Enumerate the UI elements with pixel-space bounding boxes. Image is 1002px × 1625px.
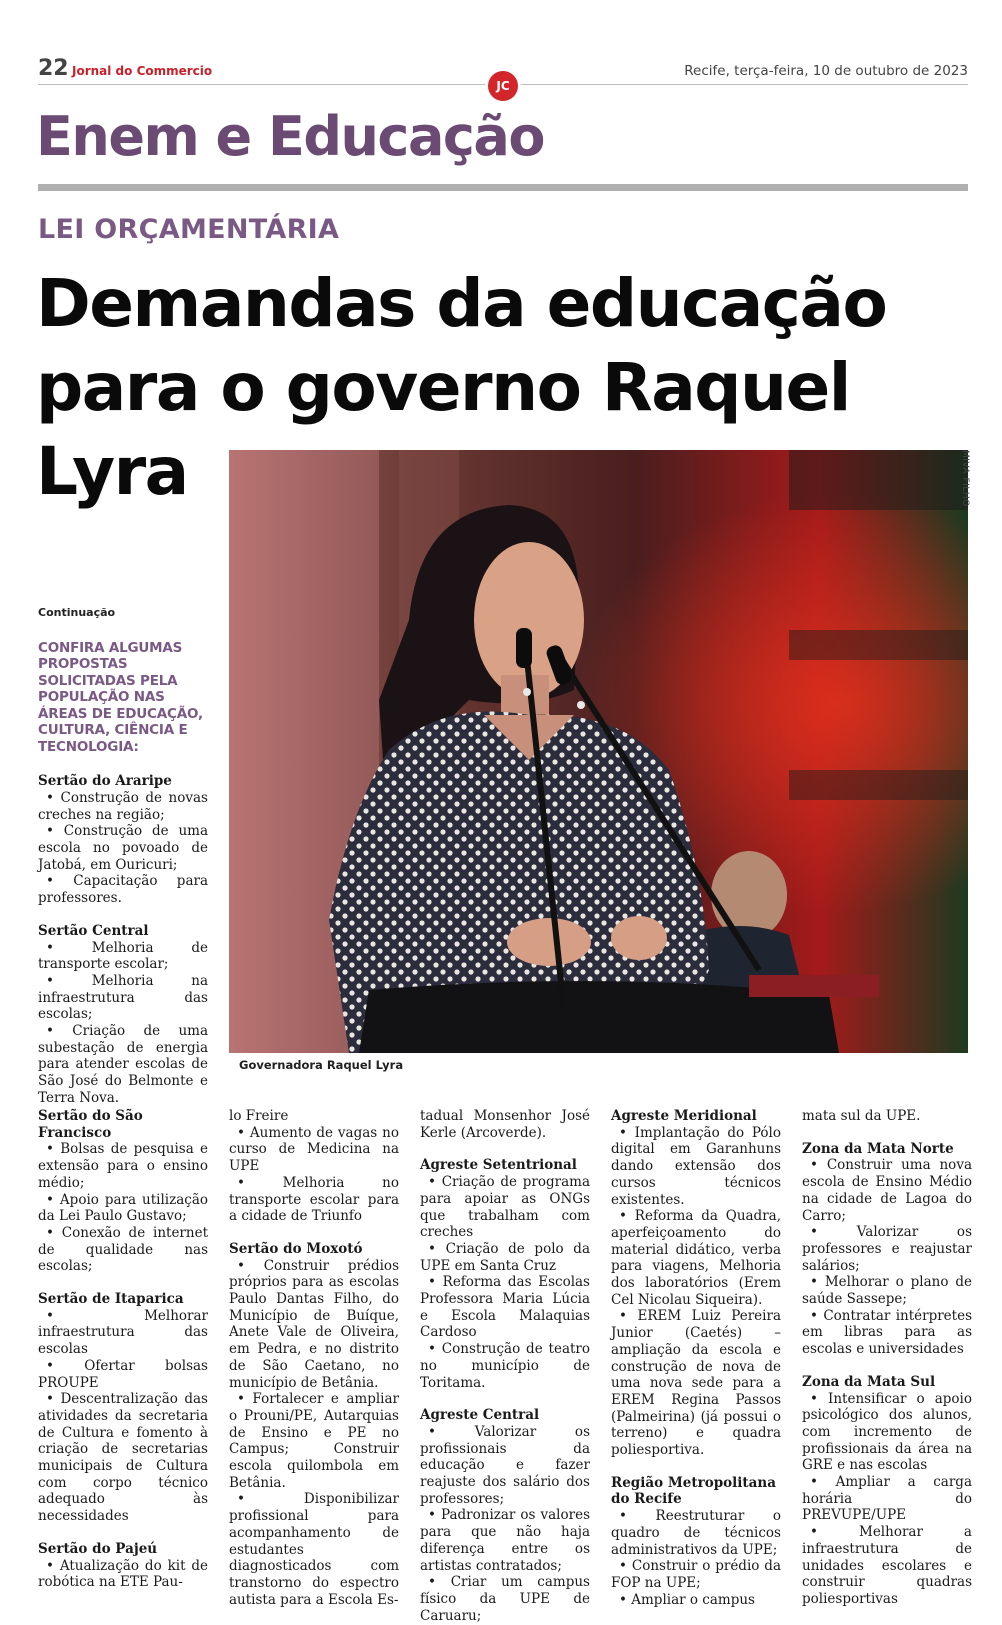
continued-text: lo Freire — [229, 1108, 289, 1124]
region-title: Sertão do São Francisco — [38, 1108, 143, 1141]
region-section — [38, 773, 208, 907]
jc-logo: JC — [488, 71, 518, 101]
photo-caption: Governadora Raquel Lyra — [239, 1058, 404, 1072]
section-title: Enem e Educação — [36, 105, 544, 168]
proposal-item: • Implantação do Pólo digital em Garanhuns dando extensão dos cursos técnicos existentes. — [611, 1124, 781, 1208]
article-headline: Demandas da educação para o governo Raquel Lyra — [36, 265, 887, 510]
proposals-intro: CONFIRA ALGUMAS PROPOSTAS SOLICITADAS PELA POPULAÇÃO NAS ÁREAS DE EDUCAÇÃO, CULTURA, CIÊNCIA E TECNOLOGIA: — [38, 639, 203, 755]
region-title: Região Metropolitana do Recife — [611, 1474, 776, 1508]
edition-date: Recife, terça-feira, 10 de outubro de 2023 — [684, 63, 968, 79]
proposal-item: • Construir prédios próprios para as escolas Paulo Dantas Filho, do Município de Buíque, Anete Vale de Oliveira, em Pedra, e no distrito de São Caetano, no município de Betânia. — [229, 1257, 399, 1391]
region-section — [611, 1108, 781, 1459]
proposal-item: • Descentralização das atividades da secretaria de Cultura e fomento à criação de secretarias municipais de Cultura com corpo técnico adequado às necessidades — [38, 1391, 208, 1525]
proposal-item: • Capacitação para professores. — [38, 873, 208, 907]
region-title: Sertão do Araripe — [38, 773, 172, 790]
photo-credit: MIVA FILHO — [960, 450, 970, 507]
region-section — [802, 1141, 972, 1358]
region-section — [420, 1407, 590, 1624]
proposal-item: • Atualização do kit de robótica na ETE Pau- — [38, 1557, 208, 1591]
region-section — [38, 923, 208, 1107]
proposal-item: • Conexão de internet de qualidade nas escolas; — [38, 1224, 208, 1275]
proposal-item: • Criação de programa para apoiar as ONGs que trabalham com creches — [420, 1174, 590, 1241]
proposal-item: • Construir o prédio da FOP na UPE; — [611, 1558, 781, 1591]
proposal-item: • Fortalecer e ampliar o Prouni/PE, Autarquias de Ensino e PE no Campus; Construir escola quilombola em Betânia. — [229, 1391, 399, 1491]
proposal-item: • Construir uma nova escola de Ensino Médio na cidade de Lagoa do Carro; — [802, 1157, 972, 1224]
region-title: Sertão do Moxotó — [229, 1240, 363, 1257]
proposal-item: • Intensificar o apoio psicológico dos alunos, com incremento de profissionais da área na GRE e nas escolas — [802, 1390, 972, 1474]
region-title: Sertão Central — [38, 922, 149, 939]
proposal-item: • Construção de uma escola no povoado de Jatobá, em Ouricuri; — [38, 823, 208, 873]
region-section — [802, 1374, 972, 1608]
continued-text: mata sul da UPE. — [802, 1108, 921, 1124]
region-section — [38, 1108, 208, 1275]
proposal-item: • Contratar intérpretes em libras para as escolas e universidades — [802, 1307, 972, 1358]
proposal-item: • Valorizar os profissionais da educação e fazer reajuste dos salário dos professores; — [420, 1423, 590, 1507]
region-title: Agreste Meridional — [611, 1108, 757, 1124]
region-title: Sertão do Pajeú — [38, 1540, 158, 1557]
proposal-item: • Bolsas de pesquisa e extensão para o ensino médio; — [38, 1141, 208, 1191]
region-section — [38, 1291, 208, 1525]
text-column-4 — [611, 1108, 781, 1608]
proposal-item: • Criar um campus físico da UPE de Caruaru; — [420, 1574, 590, 1624]
proposal-item: • Disponibilizar profissional para acompanhamento de estudantes diagnosticados com transtorno do espectro autista para a Escola Es- — [229, 1491, 399, 1608]
proposal-item: • Ofertar bolsas PROUPE — [38, 1357, 208, 1391]
proposal-item: • Reestruturar o quadro de técnicos administrativos da UPE; — [611, 1508, 781, 1558]
proposal-item: • Ampliar o campus — [619, 1591, 755, 1608]
region-section — [611, 1475, 781, 1609]
article-kicker: LEI ORÇAMENTÁRIA — [38, 214, 340, 245]
section-divider — [38, 184, 968, 191]
region-section — [229, 1241, 399, 1608]
proposal-item: • Melhorar a infraestrutura de unidades escolares e construir quadras poliesportivas — [802, 1524, 972, 1607]
continuation-label: Continuação — [38, 606, 116, 619]
proposal-item: • Ampliar a carga horária do PREVUPE/UPE — [802, 1474, 972, 1524]
text-column-2 — [229, 1108, 399, 1608]
proposal-item: • Construção de novas creches na região; — [38, 789, 208, 823]
text-column-3 — [420, 1108, 590, 1624]
region-section — [420, 1157, 590, 1391]
region-section — [802, 1108, 972, 1125]
region-title: Agreste Central — [420, 1407, 540, 1424]
region-section — [229, 1108, 399, 1225]
region-section — [38, 1541, 208, 1591]
proposal-item: • Melhorar o plano de saúde Sassepe; — [802, 1274, 972, 1308]
proposal-item: • Padronizar os valores para que não haja diferença entre os artistas contratados; — [420, 1507, 590, 1574]
sidebar-column — [38, 605, 208, 1107]
proposal-item: • Valorizar os professores e reajustar salários; — [802, 1224, 972, 1274]
proposal-item: • Reforma da Quadra, aperfeiçoamento do material didático, verba para viagens, Melhoria dos laboratórios (Erem Cel Nicolau Siqueira). — [611, 1208, 781, 1308]
region-title: Zona da Mata Sul — [802, 1373, 936, 1390]
proposal-item: • Melhorar infraestrutura das escolas — [38, 1307, 208, 1358]
publication-name[interactable]: Jornal do Commercio — [72, 64, 213, 78]
region-section — [420, 1108, 590, 1141]
proposal-item: • Melhoria na infraestrutura das escolas; — [38, 972, 208, 1023]
page-number: 22 — [38, 56, 69, 81]
proposal-item: • Melhoria de transporte escolar; — [38, 939, 208, 973]
proposal-item: • Aumento de vagas no curso de Medicina na UPE — [229, 1124, 399, 1175]
continued-text: tadual Monsenhor José Kerle (Arcoverde). — [420, 1108, 590, 1141]
governor-photo — [229, 450, 968, 1053]
region-title: Zona da Mata Norte — [802, 1140, 954, 1157]
proposal-item: • Apoio para utilização da Lei Paulo Gustavo; — [38, 1191, 208, 1225]
proposal-item: • Criação de polo da UPE em Santa Cruz — [420, 1240, 590, 1274]
proposal-item: • Reforma das Escolas Professora Maria Lúcia e Escola Malaquias Cardoso — [420, 1274, 590, 1341]
proposal-item: • EREM Luiz Pereira Junior (Caetés) – ampliação da escola e construção de nova de uma nova sede para a EREM Regina Passos (Palmeirina) (já possui o terreno) e quadra poliesportiva. — [611, 1308, 781, 1459]
region-title: Agreste Setentrional — [420, 1157, 577, 1174]
text-column-1 — [38, 1108, 208, 1591]
region-title: Sertão de Itaparica — [38, 1291, 184, 1308]
proposal-item: • Criação de uma subestação de energia para atender escolas de São José do Belmonte e Terra Nova. — [38, 1023, 208, 1106]
proposal-item: • Construção de teatro no município de Toritama. — [420, 1341, 590, 1391]
text-column-5 — [802, 1108, 972, 1608]
proposal-item: • Melhoria no transporte escolar para a cidade de Triunfo — [229, 1174, 399, 1225]
